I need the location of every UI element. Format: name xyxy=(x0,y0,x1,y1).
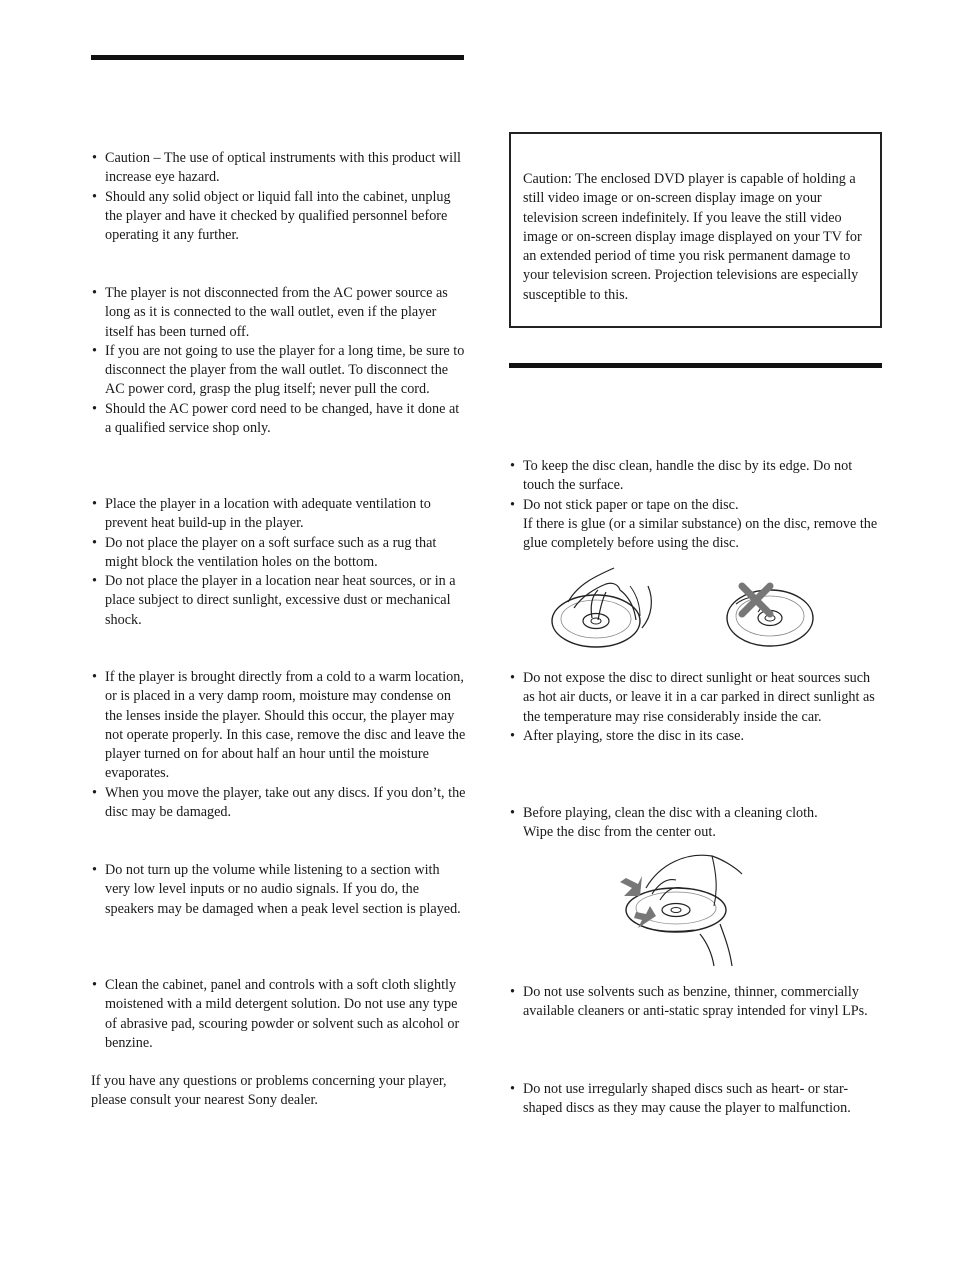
closing-note xyxy=(91,1072,466,1111)
list-item: • If the player is brought directly from a cold to a warm location, or is placed in a very damp room, moisture may condense on the lenses inside the player. Should this occur, the player may not operate properly. In this case, remove the disc and leave the player turned on for about half an hour until the moisture evaporates. xyxy=(91,668,466,784)
list-item-line: • Before playing, clean the disc with a cleaning cloth. xyxy=(523,805,818,821)
list-item: • The player is not disconnected from the AC power source as long as it is connected to the wall outlet, even if the player itself has been turned off. xyxy=(91,284,466,342)
right-section-rule xyxy=(509,363,882,368)
shapes-group xyxy=(509,1080,884,1119)
disc-held-correctly-illustration xyxy=(548,566,660,650)
disc-cleaning-illustration xyxy=(616,848,746,968)
disc-cleaning-group xyxy=(509,804,884,843)
list-item-line: If there is glue (or a similar substance) on the disc, remove the glue completely before using the disc. xyxy=(523,515,878,552)
solvents-group xyxy=(509,983,884,1022)
arrow-up-left-icon xyxy=(620,876,642,896)
storage-group xyxy=(509,669,884,746)
safety-group xyxy=(91,149,466,245)
list-item: • Should the AC power cord need to be changed, have it done at a qualified service shop only. xyxy=(91,400,466,439)
list-item: • Caution – The use of optical instruments with this product will increase eye hazard. xyxy=(91,149,466,188)
list-item: • When you move the player, take out any discs. If you don’t, the disc may be damaged. xyxy=(91,784,466,823)
list-item: • If you are not going to use the player for a long time, be sure to disconnect the player from the wall outlet. To disconnect the AC power cord, grasp the plug itself; never pull the cord. xyxy=(91,342,466,400)
list-item xyxy=(509,496,884,554)
power-group xyxy=(91,284,466,438)
list-item: • Do not use solvents such as benzine, thinner, commercially available cleaners or anti-static spray intended for vinyl LPs. xyxy=(509,983,884,1022)
caution-text: Caution: The enclosed DVD player is capable of holding a still video image or on-screen display image on your television screen indefinitely. If you leave the still video image or on-screen display image displayed on your TV for an extended period of time you risk permanent damage to your television screen. Projection televisions are especially susceptible to this. xyxy=(523,171,862,303)
list-item-line: • Do not stick paper or tape on the disc. xyxy=(523,496,739,513)
list-item: • Do not use irregularly shaped discs such as heart- or star-shaped discs as they may cause the player to malfunction. xyxy=(509,1080,884,1119)
left-section-rule xyxy=(91,55,464,60)
list-item: • Do not place the player on a soft surface such as a rug that might block the ventilation holes on the bottom. xyxy=(91,534,466,573)
list-item xyxy=(509,804,884,843)
caution-box xyxy=(509,132,882,328)
cleaning-group xyxy=(91,976,466,1053)
list-item: • Should any solid object or liquid fall into the cabinet, unplug the player and have it checked by qualified personnel before operating it any further. xyxy=(91,188,466,246)
closing-text: If you have any questions or problems concerning your player, please consult your nearest Sony dealer. xyxy=(91,1073,447,1109)
list-item: • Do not turn up the volume while listening to a section with very low level inputs or no audio signals. If you do, the speakers may be damaged when a peak level section is played. xyxy=(91,861,466,919)
disc-touched-wrong-illustration xyxy=(722,578,818,650)
installation-group xyxy=(91,495,466,630)
list-item: • To keep the disc clean, handle the disc by its edge. Do not touch the surface. xyxy=(509,457,884,496)
condensation-group xyxy=(91,668,466,822)
list-item-line: Wipe the disc from the center out. xyxy=(523,824,716,841)
list-item: • Place the player in a location with adequate ventilation to prevent heat build-up in the player. xyxy=(91,495,466,534)
handling-group xyxy=(509,457,884,553)
list-item: • Do not expose the disc to direct sunlight or heat sources such as hot air ducts, or leave it in a car parked in direct sunlight as the temperature may rise considerably inside the car. xyxy=(509,669,884,727)
list-item: • After playing, store the disc in its case. xyxy=(509,727,884,746)
list-item: • Clean the cabinet, panel and controls with a soft cloth slightly moistened with a mild detergent solution. Do not use any type of abrasive pad, scouring powder or solvent such as alcohol or benzine. xyxy=(91,976,466,1053)
volume-group xyxy=(91,861,466,919)
list-item: • Do not place the player in a location near heat sources, or in a place subject to direct sunlight, excessive dust or mechanical shock. xyxy=(91,572,466,630)
